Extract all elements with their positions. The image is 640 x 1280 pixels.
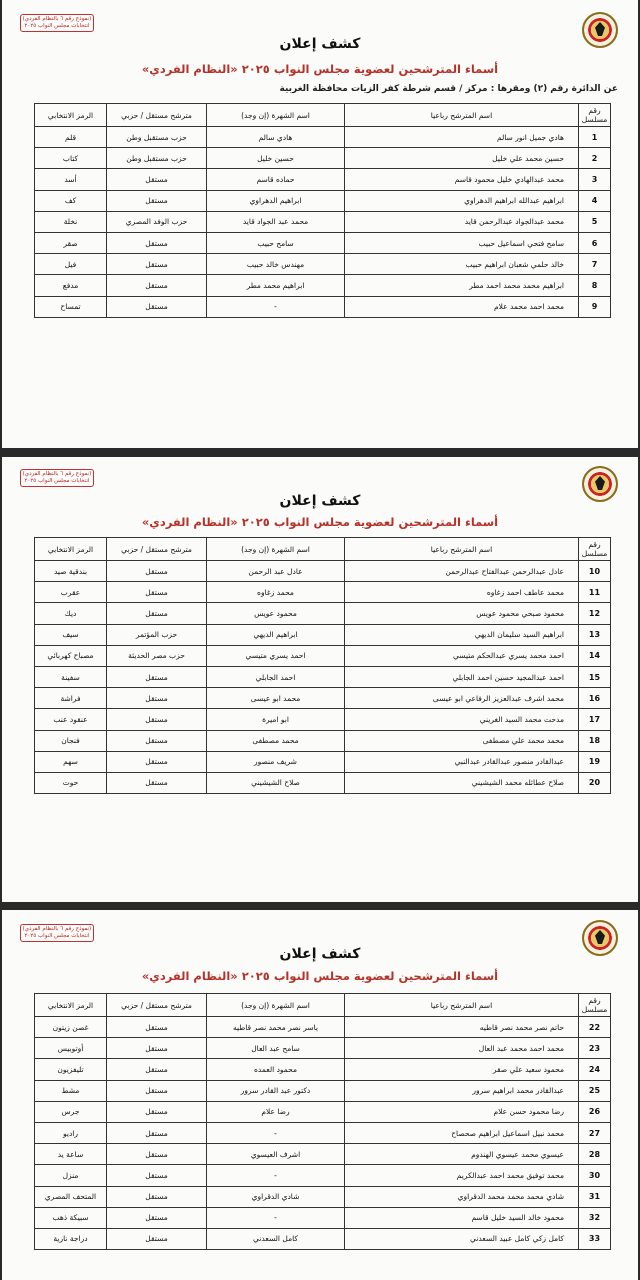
cell-name: عبدالقادر منصور عبدالقادر عبدالنبي [345,751,579,772]
cell-type: مستقل [107,603,207,624]
cell-name: خالد حلمي شعبان ابراهيم حبيب [345,254,579,275]
cell-symbol: فيل [35,254,107,275]
cell-name: محمد عبدالهادي خليل محمود قاسم [345,169,579,190]
candidates-table [34,993,611,1250]
cell-name: محمد اشرف عبدالعزيز الرفاعي ابو عيسى [345,688,579,709]
cell-num: 4 [579,190,611,211]
cell-symbol: المتحف المصري [35,1186,107,1207]
cell-alias: شادي الدقراوي [207,1186,345,1207]
header-alias: اسم الشهرة (إن وجد) [207,994,345,1017]
announcement-page-2 [2,457,638,902]
cell-alias: سامح عبد العال [207,1038,345,1059]
cell-alias: حسين خليل [207,148,345,169]
cell-alias: محمد ابو عيسى [207,688,345,709]
cell-alias: اشرف العيسوي [207,1144,345,1165]
cell-symbol: دراجة نارية [35,1228,107,1249]
cell-symbol: فنجان [35,730,107,751]
cell-symbol: منزل [35,1165,107,1186]
table-row [35,1038,611,1059]
cell-type: مستقل [107,296,207,317]
table-row [35,1186,611,1207]
table-row [35,1122,611,1143]
table-header-row [35,104,611,127]
cell-num: 16 [579,688,611,709]
cell-type: مستقل [107,1017,207,1038]
cell-num: 27 [579,1122,611,1143]
cell-name: محمد عبدالجواد عبدالرحمن قايد [345,211,579,232]
cell-alias: احمد يسري متيسي [207,645,345,666]
table-header-row [35,994,611,1017]
cell-name: رضا محمود حسن علام [345,1101,579,1122]
cell-num: 11 [579,582,611,603]
cell-symbol: سهم [35,751,107,772]
cell-num: 20 [579,772,611,793]
cell-num: 22 [579,1017,611,1038]
cell-symbol: قلم [35,127,107,148]
header-symbol: الرمز الانتخابي [35,538,107,561]
cell-num: 6 [579,232,611,253]
table-row [35,1080,611,1101]
announcement-page-1 [2,0,638,448]
cell-num: 12 [579,603,611,624]
page-title: كشف إعلان [279,946,361,962]
header-type: مترشح مستقل / حزبي [107,994,207,1017]
cell-type: حزب مستقبل وطن [107,127,207,148]
cell-symbol: مدفع [35,275,107,296]
table-row [35,1228,611,1249]
cell-alias: محمد مصطفى [207,730,345,751]
cell-alias: محمد عبد الجواد قايد [207,211,345,232]
cell-num: 2 [579,148,611,169]
form-number-badge: (نموذج رقم ٦ بالنظام الفردي) انتخابات مجلس النواب ٢٠٢٥ [20,924,94,942]
cell-symbol: بندقية صيد [35,561,107,582]
cell-type: مستقل [107,232,207,253]
cell-symbol: حوت [35,772,107,793]
cell-symbol: ديك [35,603,107,624]
cell-num: 25 [579,1080,611,1101]
page-subtitle: أسماء المترشحين لعضوية مجلس النواب ٢٠٢٥ «النظام الفردي» [141,969,499,983]
cell-symbol: سيف [35,624,107,645]
cell-type: مستقل [107,1122,207,1143]
cell-symbol: تليفزيون [35,1059,107,1080]
cell-num: 23 [579,1038,611,1059]
cell-symbol: صقر [35,232,107,253]
cell-num: 13 [579,624,611,645]
cell-type: حزب مستقبل وطن [107,148,207,169]
cell-alias: ابراهيم الدهراوي [207,190,345,211]
cell-symbol: تمساح [35,296,107,317]
cell-type: حزب المؤتمر [107,624,207,645]
cell-name: محمد نبيل اسماعيل ابراهيم صحصاح [345,1122,579,1143]
candidates-table [34,537,611,794]
cell-alias: مهندس خالد حبيب [207,254,345,275]
cell-alias: ياسر نصر محمد نصر قاطيه [207,1017,345,1038]
cell-symbol: عقرب [35,582,107,603]
cell-name: محمود سعيد علي صقر [345,1059,579,1080]
cell-type: مستقل [107,1038,207,1059]
table-row [35,1059,611,1080]
table-row [35,1207,611,1228]
table-row [35,688,611,709]
cell-name: محمد توفيق محمد احمد عبدالكريم [345,1165,579,1186]
header-num: رقم مسلسل [579,104,611,127]
cell-alias: عادل عبد الرحمن [207,561,345,582]
cell-name: محمد احمد محمد عبد العال [345,1038,579,1059]
cell-alias: محمود عويس [207,603,345,624]
cell-symbol: سبيكة ذهب [35,1207,107,1228]
cell-num: 32 [579,1207,611,1228]
cell-type: مستقل [107,709,207,730]
table-row [35,582,611,603]
header-symbol: الرمز الانتخابي [35,994,107,1017]
table-row [35,666,611,687]
table-row [35,1144,611,1165]
cell-alias: ابراهيم محمد مطر [207,275,345,296]
header-alias: اسم الشهرة (إن وجد) [207,538,345,561]
cell-type: مستقل [107,1186,207,1207]
table-row [35,624,611,645]
table-row [35,1017,611,1038]
cell-type: مستقل [107,751,207,772]
table-header-row [35,538,611,561]
cell-type: مستقل [107,561,207,582]
table-row [35,211,611,232]
header-type: مترشح مستقل / حزبي [107,104,207,127]
cell-name: محمد احمد محمد علام [345,296,579,317]
cell-num: 24 [579,1059,611,1080]
cell-symbol: فراشة [35,688,107,709]
cell-symbol: غصن زيتون [35,1017,107,1038]
cell-type: حزب الوفد المصري [107,211,207,232]
district-line: عن الدائرة رقم (٢) ومقرها : مركز / قسم شرطة كفر الزيات محافظة الغربية [279,84,618,94]
cell-alias: هادي سالم [207,127,345,148]
table-row [35,730,611,751]
cell-name: حاتم نصر محمد نصر قاطيه [345,1017,579,1038]
header-num: رقم مسلسل [579,538,611,561]
header-num: رقم مسلسل [579,994,611,1017]
cell-num: 33 [579,1228,611,1249]
cell-alias: ابو اميرة [207,709,345,730]
cell-alias: دكتور عبد القادر سرور [207,1080,345,1101]
candidates-table [34,103,611,318]
cell-symbol: أوتوبيس [35,1038,107,1059]
cell-name: محمد محمد علي مصطفى [345,730,579,751]
page-title: كشف إعلان [279,36,361,52]
form-number-badge: (نموذج رقم ٦ بالنظام الفردي) انتخابات مجلس النواب ٢٠٢٥ [20,469,94,487]
header-name: اسم المترشح رباعيا [345,538,579,561]
cell-num: 7 [579,254,611,275]
cell-symbol: راديو [35,1122,107,1143]
cell-num: 3 [579,169,611,190]
cell-type: مستقل [107,1144,207,1165]
cell-name: احمد محمد يسري عبدالحكم متيسي [345,645,579,666]
cell-name: عيسوي محمد عيسوي الهندوم [345,1144,579,1165]
header-name: اسم المترشح رباعيا [345,104,579,127]
cell-num: 15 [579,666,611,687]
cell-type: مستقل [107,275,207,296]
cell-symbol: سفينة [35,666,107,687]
cell-name: عادل عبدالرحمن عبدالفتاح عبدالرحمن [345,561,579,582]
cell-alias: حماده قاسم [207,169,345,190]
table-row [35,603,611,624]
cell-num: 26 [579,1101,611,1122]
cell-alias: - [207,1207,345,1228]
cell-type: مستقل [107,1165,207,1186]
cell-name: ابراهيم عبدالله ابراهيم الدهراوي [345,190,579,211]
cell-type: مستقل [107,772,207,793]
table-row [35,148,611,169]
cell-num: 10 [579,561,611,582]
page-subtitle: أسماء المترشحين لعضوية مجلس النواب ٢٠٢٥ «النظام الفردي» [141,62,499,76]
cell-name: احمد عبدالمجيد حسين احمد الجابلي [345,666,579,687]
cell-type: مستقل [107,1101,207,1122]
table-row [35,645,611,666]
cell-num: 31 [579,1186,611,1207]
page-subtitle: أسماء المترشحين لعضوية مجلس النواب ٢٠٢٥ «النظام الفردي» [141,515,499,529]
cell-type: مستقل [107,666,207,687]
cell-alias: كامل السعدني [207,1228,345,1249]
cell-type: مستقل [107,190,207,211]
cell-num: 1 [579,127,611,148]
cell-num: 8 [579,275,611,296]
cell-symbol: كف [35,190,107,211]
table-row [35,772,611,793]
cell-name: محمد عاطف احمد زغاوه [345,582,579,603]
cell-alias: محمد زغاوه [207,582,345,603]
cell-name: شادي محمد محمد محمد الدقراوي [345,1186,579,1207]
table-row [35,275,611,296]
cell-type: مستقل [107,254,207,275]
cell-symbol: كتاب [35,148,107,169]
cell-symbol: مشط [35,1080,107,1101]
cell-symbol: نخلة [35,211,107,232]
cell-num: 5 [579,211,611,232]
table-row [35,127,611,148]
cell-num: 30 [579,1165,611,1186]
cell-alias: شريف منصور [207,751,345,772]
cell-type: مستقل [107,1059,207,1080]
header-alias: اسم الشهرة (إن وجد) [207,104,345,127]
header-name: اسم المترشح رباعيا [345,994,579,1017]
cell-type: مستقل [107,169,207,190]
cell-symbol: مصباح كهربائي [35,645,107,666]
cell-symbol: أسد [35,169,107,190]
table-row [35,1165,611,1186]
cell-symbol: عنقود عنب [35,709,107,730]
cell-num: 18 [579,730,611,751]
cell-type: مستقل [107,730,207,751]
cell-alias: محمود العمده [207,1059,345,1080]
table-row [35,254,611,275]
table-row [35,561,611,582]
cell-alias: رضا علام [207,1101,345,1122]
cell-symbol: ساعة يد [35,1144,107,1165]
table-row [35,296,611,317]
page-title: كشف إعلان [279,493,361,509]
form-number-badge: (نموذج رقم ٦ بالنظام الفردي) انتخابات مجلس النواب ٢٠٢٥ [20,14,94,32]
header-type: مترشح مستقل / حزبي [107,538,207,561]
cell-type: مستقل [107,688,207,709]
cell-num: 14 [579,645,611,666]
cell-alias: - [207,1122,345,1143]
cell-num: 28 [579,1144,611,1165]
table-row [35,169,611,190]
cell-alias: صلاح الشيشيني [207,772,345,793]
cell-alias: ابراهيم الديهي [207,624,345,645]
cell-alias: احمد الجابلي [207,666,345,687]
table-row [35,1101,611,1122]
cell-num: 17 [579,709,611,730]
table-row [35,751,611,772]
table-row [35,190,611,211]
cell-symbol: جرس [35,1101,107,1122]
cell-type: مستقل [107,582,207,603]
cell-name: مدحت محمد السيد الغريني [345,709,579,730]
cell-alias: - [207,296,345,317]
header-symbol: الرمز الانتخابي [35,104,107,127]
cell-type: مستقل [107,1207,207,1228]
cell-type: مستقل [107,1228,207,1249]
cell-name: هادي جميل انور سالم [345,127,579,148]
table-row [35,232,611,253]
cell-name: حسين محمد علي خليل [345,148,579,169]
announcement-page-3 [2,910,638,1280]
cell-name: محمود صبحي محمود عويس [345,603,579,624]
cell-name: صلاح عطائله محمد الشيشيني [345,772,579,793]
cell-name: سامح فتحي اسماعيل حبيب [345,232,579,253]
cell-num: 9 [579,296,611,317]
cell-type: مستقل [107,1080,207,1101]
cell-num: 19 [579,751,611,772]
cell-name: محمود خالد السيد خليل قاسم [345,1207,579,1228]
cell-type: حزب مصر الحديثة [107,645,207,666]
cell-alias: سامح حبيب [207,232,345,253]
cell-name: ابراهيم محمد محمد احمد مطر [345,275,579,296]
cell-name: عبدالقادر محمد ابراهيم سرور [345,1080,579,1101]
table-row [35,709,611,730]
cell-alias: - [207,1165,345,1186]
cell-name: ابراهيم السيد سليمان الديهي [345,624,579,645]
cell-name: كامل زكي كامل عبيد السعدني [345,1228,579,1249]
